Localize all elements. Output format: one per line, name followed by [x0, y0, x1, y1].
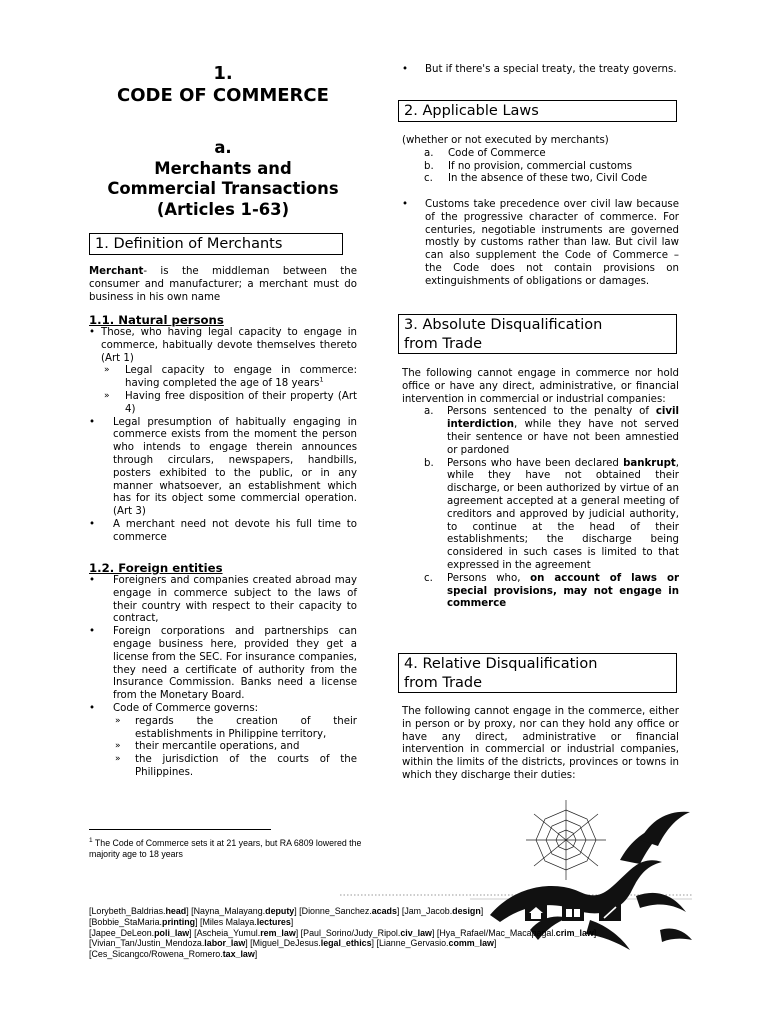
treaty-bullet — [402, 64, 679, 77]
chapter-heading — [89, 63, 357, 107]
footnote-ref: 1 — [319, 375, 324, 384]
double-arrow-icon: » — [104, 365, 110, 376]
section-4-intro: The following cannot engage in the commerce, either in person or by proxy, nor can they hold any office or have any direct, administrative or financial intervention in commercial or industrial companies, within the limits of the districts, provinces or towns in which they discharge their duties: — [402, 706, 679, 781]
double-arrow-icon: » — [115, 715, 121, 726]
list-item — [89, 575, 357, 626]
section-3-heading-line-2: from Trade — [404, 335, 483, 352]
bullet-icon: • — [89, 327, 96, 338]
credits-line: [Ces_Sicangco/Rowena_Romero.tax_law] — [89, 949, 258, 960]
list-item — [113, 754, 357, 780]
merchant-definition-text: - is the middleman between the consumer and manufacturer; a merchant must do business in his own name — [89, 266, 357, 303]
bullet-icon: • — [89, 518, 96, 530]
absolute-disqualification-list — [402, 368, 679, 611]
treaty-text: But if there's a special treaty, the treaty governs. — [425, 64, 677, 75]
natural-persons-heading: 1.1. Natural persons — [89, 313, 224, 327]
bullet-icon: • — [402, 199, 409, 210]
list-item — [402, 406, 679, 457]
list-item — [402, 148, 679, 161]
subchapter-letter: a. — [214, 138, 232, 157]
credits-line: [Bobbie_StaMaria.printing] [Miles Malaya.lectures] — [89, 916, 294, 927]
list-letter: b. — [424, 457, 434, 469]
list-item — [101, 391, 357, 417]
double-arrow-icon: » — [115, 741, 121, 752]
subchapter-heading — [89, 138, 357, 220]
natural-persons-item-1: Those, who having legal capacity to engage in commerce, habitually devote themselves thereto (Art 1) — [101, 327, 357, 364]
customs-text: Customs take precedence over civil law because of the progressive character of commerce. For centuries, negotiable instruments are governed mostly by customs rather than law. But civil law can also supplement the Code of Commerce – the Code does not contain provisions on extinguishments of obligations or damages. — [425, 199, 679, 287]
foreign-entities-item-3: Code of Commerce governs: — [113, 702, 259, 714]
list-item — [113, 741, 357, 754]
list-item — [89, 626, 357, 703]
bullet-icon: • — [89, 702, 96, 714]
merchant-term: Merchant — [89, 266, 144, 277]
spiderweb-icon — [526, 800, 606, 880]
natural-persons-item-2: Legal presumption of habitually engaging in commerce exists from the moment the person who intends to engage therein announces through circulars, newspapers, handbills, posters exhibited to the public, or in any manner whatsoever, an establishment which has for its object some commercial operation. (Art 3) — [113, 416, 357, 518]
section-4-heading-line-2: from Trade — [404, 674, 483, 691]
list-text: Persons who, on account of laws or special provisions, may not engage in commerce — [447, 572, 680, 610]
foreign-entities-sub-1: regards the creation of their establishments in Philippine territory, — [135, 715, 357, 740]
credits-line: [Japee_DeLeon.poli_law] [Ascheia_Yumul.rem_law] [Paul_Sorino/Judy_Ripol.civ_law] [Hya_Rafael/Mac_Macapagal.crim_law] — [89, 927, 597, 938]
section-4-heading — [398, 653, 677, 693]
list-item — [89, 417, 357, 519]
section-3-heading — [398, 314, 677, 354]
list-item — [89, 327, 357, 365]
subchapter-title-line-3: (Articles 1-63) — [156, 199, 290, 219]
credits-line: [Lorybeth_Baldrias.head] [Nayna_Malayang.deputy] [Dionne_Sanchez.acads] [Jam_Jacob.design] — [89, 906, 484, 916]
foreign-entities-item-1: Foreigners and companies created abroad may engage in commerce subject to the laws of their country with respect to their capacity to contract, — [113, 575, 357, 625]
bullet-icon: • — [89, 575, 96, 586]
natural-persons-section — [89, 313, 357, 545]
credits-line: [Vivian_Tan/Justin_Mendoza.labor_law] [Miguel_DeJesus.legal_ethics] [Lianne_Gervasio.comm_law] — [89, 938, 497, 949]
footnote-text: The Code of Commerce sets it at 21 years, but RA 6809 lowered the majority age to 18 years — [89, 838, 362, 859]
bullet-icon: • — [402, 64, 409, 75]
bullet-icon: • — [89, 626, 96, 638]
double-arrow-icon: » — [104, 390, 110, 401]
foreign-entities-sub-2: their mercantile operations, and — [135, 741, 300, 753]
chapter-number: 1. — [213, 63, 233, 84]
footnote — [89, 838, 369, 860]
footnote-rule — [89, 829, 271, 830]
list-letter: a. — [424, 406, 434, 418]
list-item — [101, 365, 357, 391]
list-letter: b. — [424, 160, 434, 172]
credits-block — [89, 906, 649, 960]
list-text: In the absence of these two, Civil Code — [448, 173, 648, 185]
applicable-laws-intro: (whether or not executed by merchants) — [402, 135, 609, 146]
foreign-entities-heading: 1.2. Foreign entities — [89, 561, 223, 575]
list-text: If no provision, commercial customs — [448, 160, 633, 172]
list-text: Persons who have been declared bankrupt, while they have not obtained their discharge, or been authorized by virtue of an agreement accepted at a general meeting of creditors and approved by judicial authority, to continue at the head of their establishments; the discharge being considered in such cases is limited to that expressed in the agreement — [447, 457, 679, 571]
subchapter-title-line-2: Commercial Transactions — [107, 179, 339, 198]
section-3-intro: The following cannot engage in commerce nor hold office or have any direct, administrative, or financial intervention in commercial or industrial companies: — [402, 368, 679, 405]
section-2-heading: 2. Applicable Laws — [398, 100, 677, 122]
natural-persons-item-3: A merchant need not devote his full time to commerce — [113, 518, 357, 543]
bullet-icon: • — [89, 416, 96, 428]
list-item — [113, 716, 357, 742]
footnote-number: 1 — [89, 837, 93, 845]
list-text: Persons sentenced to the penalty of civil interdiction, while they have not served their sentence or have not been amnestied or pardoned — [447, 406, 679, 456]
list-letter: a. — [424, 147, 434, 159]
merchant-definition — [89, 266, 357, 304]
section-1-heading: 1. Definition of Merchants — [89, 233, 343, 255]
list-item — [402, 573, 679, 611]
foreign-entities-sub-3: the jurisdiction of the courts of the Philippines. — [135, 754, 357, 778]
list-letter: c. — [424, 572, 433, 584]
natural-persons-sub-1: Legal capacity to engage in commerce: having completed the age of 18 years$^1$ — [125, 365, 357, 390]
applicable-laws-list — [402, 135, 679, 186]
list-item — [89, 519, 357, 545]
section-4-heading-line-1: 4. Relative Disqualification — [404, 656, 598, 672]
natural-persons-sub-2: Having free disposition of their property (Art 4) — [125, 390, 357, 415]
chapter-title: CODE OF COMMERCE — [117, 85, 329, 106]
list-text: Code of Commerce — [448, 147, 546, 159]
foreign-entities-item-2: Foreign corporations and partnerships can engage business here, provided they get a license from the SEC. For insurance companies, they need a certificate of authority from the Insurance Commission. Banks need a license from the Monetary Board. — [113, 626, 357, 702]
list-item — [89, 703, 357, 716]
list-item — [402, 161, 679, 174]
subchapter-title-line-1: Merchants and — [154, 158, 292, 178]
list-item — [402, 458, 679, 573]
list-item — [402, 173, 679, 186]
double-arrow-icon: » — [115, 754, 121, 765]
foreign-entities-section — [89, 561, 357, 780]
customs-bullet — [402, 199, 679, 289]
list-letter: c. — [424, 173, 433, 185]
section-3-heading-line-1: 3. Absolute Disqualification — [404, 317, 603, 333]
